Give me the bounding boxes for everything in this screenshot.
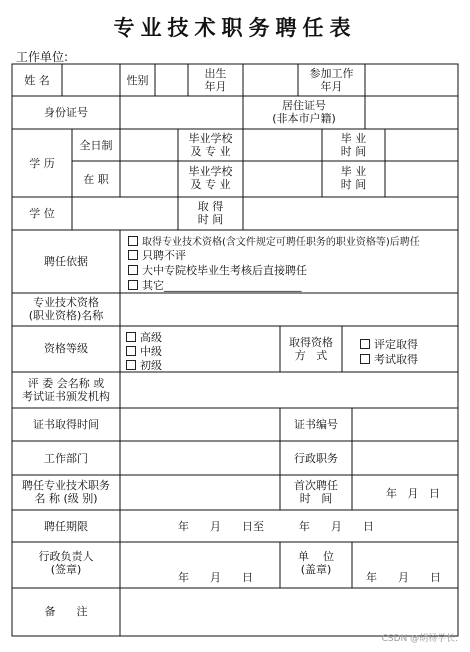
education-label: 学 历 (29, 157, 55, 170)
unit-seal-label: 单 位 (盖章) (298, 550, 334, 576)
watermark: CSDN @胡杨学长. (381, 634, 458, 644)
level-option-senior[interactable]: 高级 (126, 329, 162, 345)
period-date-range: 年 月 日至 年 月 日 (178, 520, 374, 533)
cert-time-label: 证书取得时间 (33, 418, 99, 431)
form-title: 专业技术职务聘任表 (113, 16, 357, 40)
qualification-name-label: 专业技术资格 (职业资格)名称 (28, 296, 104, 322)
school-major-label-fulltime: 毕业学校 及 专 业 (188, 132, 233, 158)
period-label: 聘任期限 (44, 520, 88, 533)
checkbox-icon[interactable] (128, 280, 138, 290)
school-major-label-inservice: 毕业学校 及 专 业 (188, 165, 233, 191)
appointed-post-label: 聘任专业技术职务 名 称 (级 别) (22, 479, 110, 505)
method-option-evaluated[interactable]: 评定取得 (360, 336, 418, 352)
method-option-exam[interactable]: 考试取得 (360, 351, 418, 367)
first-appoint-label: 首次聘任 时 间 (294, 479, 338, 505)
checkbox-icon[interactable] (128, 236, 138, 246)
residence-label: 居住证号 (非本市户籍) (272, 99, 336, 125)
level-option-junior[interactable]: 初级 (126, 357, 162, 373)
checkbox-icon[interactable] (126, 360, 136, 370)
cert-number-label: 证书编号 (294, 418, 338, 431)
gender-label: 性别 (126, 74, 149, 87)
admin-head-label: 行政负责人 (签章) (38, 550, 94, 576)
birth-label: 出生 年月 (204, 67, 227, 93)
seal-date: 年 月 日 (366, 571, 441, 584)
degree-label: 学 位 (29, 207, 55, 220)
basis-option-graduate[interactable]: 大中专院校毕业生考核后直接聘任 (128, 262, 307, 278)
checkbox-icon[interactable] (360, 354, 370, 364)
level-option-intermediate[interactable]: 中级 (126, 343, 162, 359)
grad-time-label-fulltime: 毕 业 时 间 (340, 132, 367, 158)
inservice-label: 在 职 (83, 173, 109, 186)
committee-label: 评 委 会名称 或 考试证书颁发机构 (22, 377, 110, 403)
name-label: 姓 名 (24, 74, 50, 87)
checkbox-icon[interactable] (128, 265, 138, 275)
sign-date: 年 月 日 (178, 571, 253, 584)
fulltime-label: 全日制 (79, 139, 113, 152)
checkbox-icon[interactable] (126, 332, 136, 342)
id-number-label: 身份证号 (44, 106, 88, 119)
obtain-method-label: 取得资格 方 式 (289, 336, 333, 362)
checkbox-icon[interactable] (126, 346, 136, 356)
work-unit-label: 工作单位: (16, 50, 69, 64)
grad-time-label-inservice: 毕 业 时 间 (340, 165, 367, 191)
basis-label: 聘任依据 (44, 255, 88, 268)
checkbox-icon[interactable] (128, 250, 138, 260)
first-appoint-date: 年 月 日 (386, 487, 440, 500)
remarks-label: 备 注 (44, 605, 88, 618)
checkbox-icon[interactable] (360, 339, 370, 349)
admin-post-label: 行政职务 (294, 452, 338, 465)
basis-option-other[interactable]: 其它_________________________ (128, 277, 302, 293)
basis-option-qualified[interactable]: 取得专业技术资格(含文件规定可聘任职务的职业资格等)后聘任 (128, 233, 420, 248)
degree-obtain-time-label: 取 得 时 间 (197, 200, 224, 226)
department-label: 工作部门 (44, 452, 88, 465)
work-start-label: 参加工作 年月 (309, 67, 354, 93)
qualification-level-label: 资格等级 (44, 342, 88, 355)
basis-option-no-eval[interactable]: 只聘不评 (128, 247, 186, 263)
